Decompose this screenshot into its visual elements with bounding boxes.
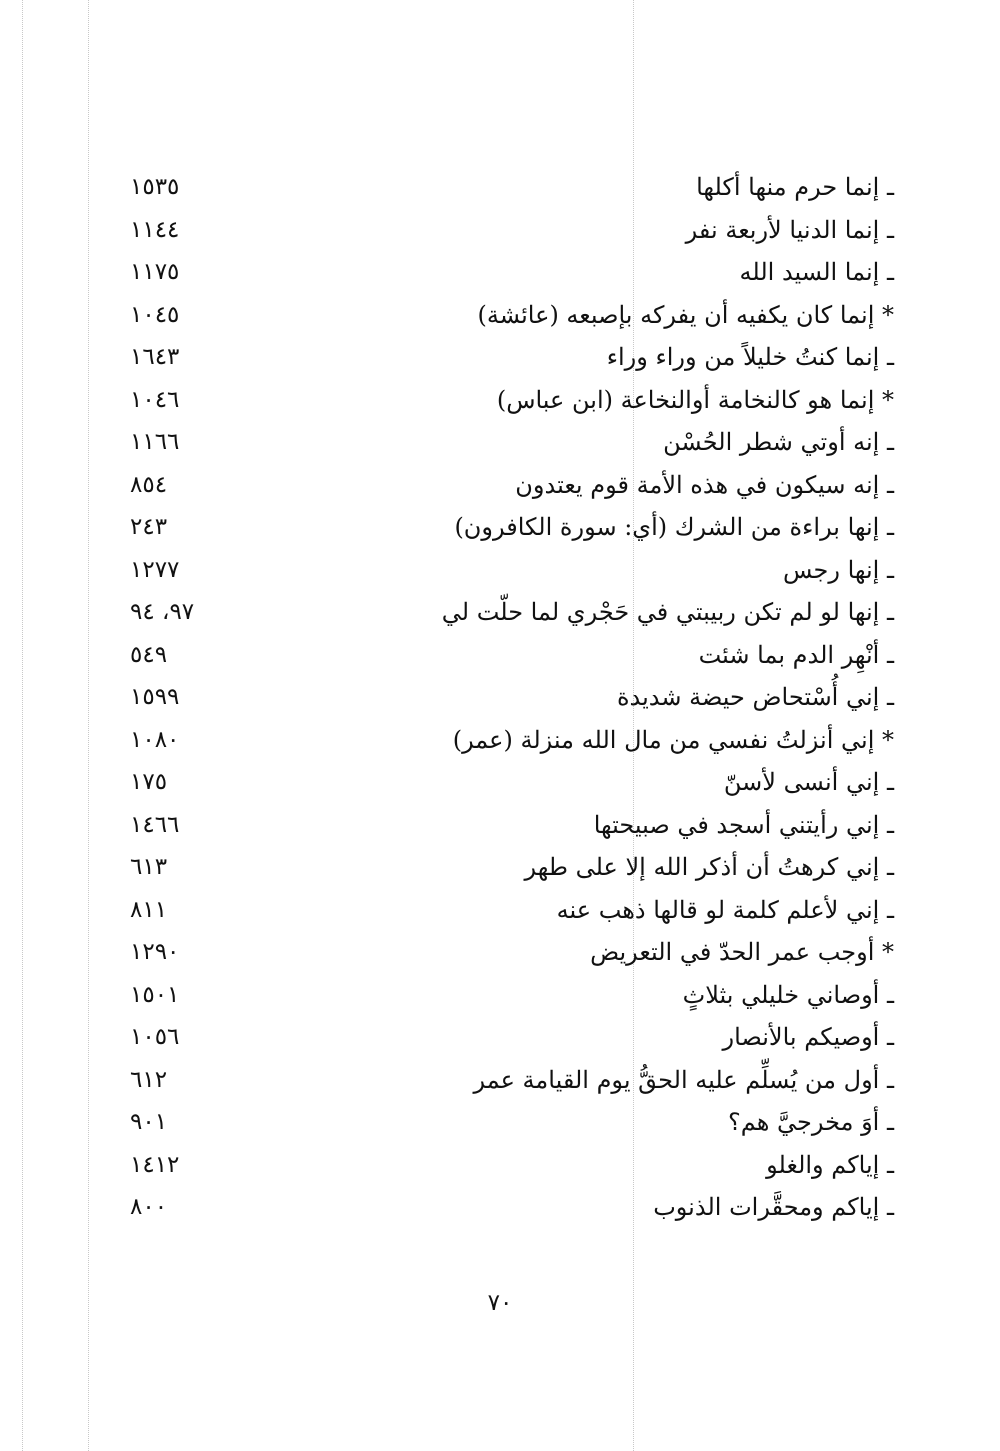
entry-text: ـ إنه أوتي شطر الحُسْن [663,428,894,457]
index-entry [120,634,900,677]
entry-number: ١٤٦٦ [130,811,180,838]
entry-number: ٨٠٠ [130,1194,168,1221]
index-entry [120,1059,900,1102]
entry-number: ١٢٧٧ [130,556,180,583]
entry-number: ١٥٠١ [130,981,180,1008]
entry-number: ٥٤٩ [130,641,168,668]
index-entry [120,294,900,337]
entry-text: ـ إنها لو لم تكن ربيبتي في حَجْري لما حلّت لي [441,598,894,627]
index-entry [120,761,900,804]
index-entry [120,1186,900,1229]
entry-number: ١٢٩٠ [130,939,180,966]
scan-margin-line [88,0,89,1451]
entry-text: ـ إنما السيد الله [739,258,894,287]
index-entry [120,719,900,762]
entry-number: ٩٠١ [130,1109,168,1136]
index-entry [120,209,900,252]
entry-text: ـ إنها رجس [782,555,894,584]
entry-number: ١٥٣٥ [130,174,180,201]
entry-number: ١١٤٤ [130,216,180,243]
index-entry [120,1016,900,1059]
entry-number: ١٤١٢ [130,1151,180,1178]
entry-text: ـ إياكم والغلو [766,1150,894,1179]
page-number: ٧٠ [487,1290,513,1316]
entry-number: ١٠٤٦ [130,386,180,413]
entry-text: ـ إنه سيكون في هذه الأمة قوم يعتدون [515,470,894,499]
entry-text: * أوجب عمر الحدّ في التعريض [590,938,894,967]
index-entry [120,676,900,719]
entry-text: ـ أوصاني خليلي بثلاثٍ [682,980,894,1009]
entry-text: * إني أنزلتُ نفسي من مال الله منزلة (عمر) [452,725,894,754]
entry-text: ـ إنما حرم منها أكلها [696,173,894,202]
entry-number: ١٠٨٠ [130,726,180,753]
entry-number: ١١٧٥ [130,259,180,286]
entry-number: ٢٤٣ [130,514,168,541]
entry-text: * إنما كان يكفيه أن يفركه بإصبعه (عائشة) [477,300,894,329]
entry-text: ـ أوَ مخرجيَّ هم؟ [728,1108,894,1137]
index-entry [120,1144,900,1187]
entry-text: ـ إنها براءة من الشرك (أي: سورة الكافرون) [454,513,894,542]
hadith-index-list [120,166,900,1229]
entry-text: ـ إياكم ومحقَّرات الذنوب [653,1193,894,1222]
index-entry [120,1101,900,1144]
entry-number: ٨٥٤ [130,471,168,498]
index-entry [120,804,900,847]
entry-number: ١٥٩٩ [130,684,180,711]
entry-text: ـ أول من يُسلِّم عليه الحقُّ يوم القيامة عمر [473,1065,894,1094]
entry-number: ١١٦٦ [130,429,180,456]
entry-text: ـ إني رأيتني أسجد في صبيحتها [593,810,894,839]
scan-margin-line [22,0,23,1451]
index-entry [120,251,900,294]
entry-text: ـ أنْهِر الدم بما شئت [698,640,894,669]
index-entry [120,931,900,974]
index-entry [120,336,900,379]
entry-text: ـ إنما الدنيا لأربعة نفر [685,215,894,244]
index-entry [120,846,900,889]
entry-number: ٦١٢ [130,1066,168,1093]
entry-number: ٨١١ [130,896,168,923]
entry-number: ١٠٥٦ [130,1024,180,1051]
entry-text: ـ إني لأعلم كلمة لو قالها ذهب عنه [556,895,894,924]
entry-text: ـ أوصيكم بالأنصار [722,1023,894,1052]
index-entry [120,506,900,549]
entry-text: ـ إنما كنتُ خليلاً من وراء وراء [606,343,894,372]
entry-text: ـ إني كرهتُ أن أذكر الله إلا على طهر [524,853,894,882]
entry-number: ٦١٣ [130,854,168,881]
entry-number: ٩٧، ٩٤ [130,599,195,626]
index-entry [120,166,900,209]
index-entry [120,591,900,634]
entry-number: ١٦٤٣ [130,344,180,371]
entry-text: * إنما هو كالنخامة أوالنخاعة (ابن عباس) [496,385,894,414]
index-entry [120,379,900,422]
entry-text: ـ إني أنسى لأسنّ [723,768,894,797]
index-entry [120,421,900,464]
index-entry [120,549,900,592]
entry-number: ١٧٥ [130,769,168,796]
entry-number: ١٠٤٥ [130,301,180,328]
index-entry [120,974,900,1017]
index-entry [120,889,900,932]
entry-text: ـ إني أُسْتحاض حيضة شديدة [616,683,894,712]
index-entry [120,464,900,507]
